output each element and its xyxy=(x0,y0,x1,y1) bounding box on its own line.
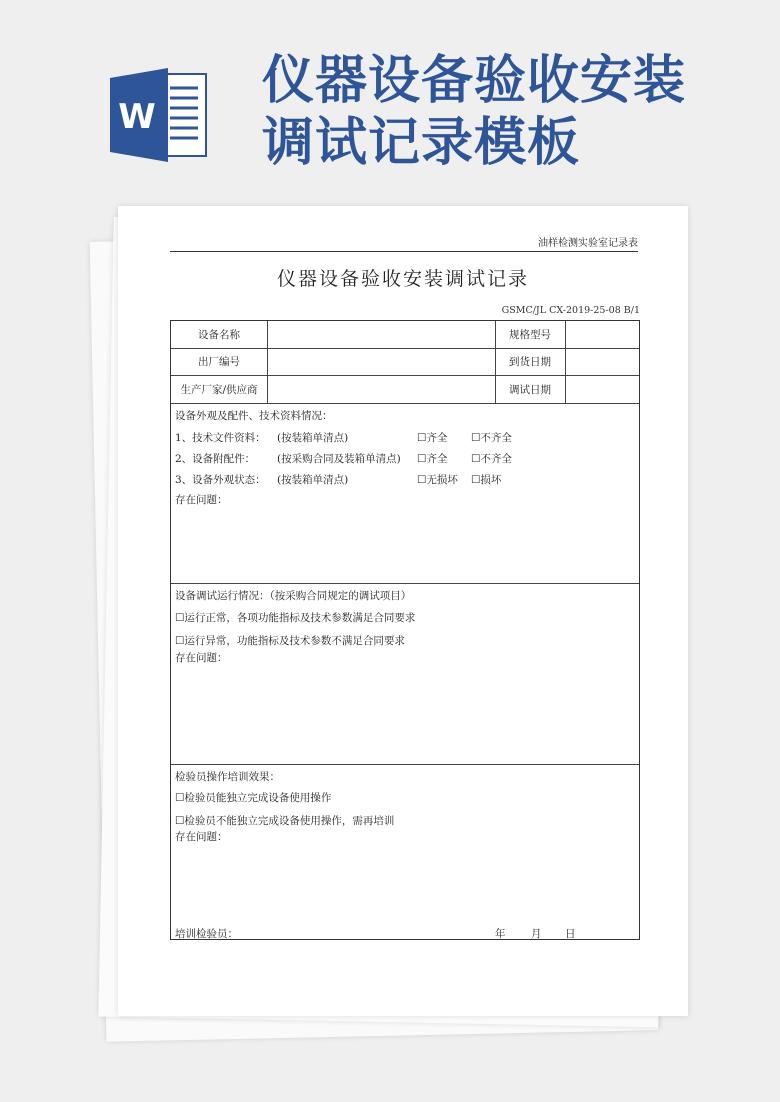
label-device-name: 设备名称 xyxy=(198,329,240,341)
label-serial-number: 出厂编号 xyxy=(198,356,240,368)
record-form xyxy=(170,320,640,940)
document-page xyxy=(118,206,688,1016)
checkbox-option[interactable]: ☐不齐全 xyxy=(471,432,512,444)
training-heading: 检验员操作培训效果： xyxy=(175,771,280,783)
section-divider xyxy=(171,583,639,584)
appearance-item-note: (按采购合同及装箱单清点) xyxy=(277,453,401,465)
appearance-issues-label: 存在问题： xyxy=(175,494,228,506)
checkbox-option[interactable]: ☐不齐全 xyxy=(471,453,512,465)
operation-heading: 设备调试运行情况：（按采购合同规定的调试项目） xyxy=(175,590,412,602)
label-debug-date: 调试日期 xyxy=(509,384,551,396)
trainer-signature-label: 培训检验员： xyxy=(175,928,238,940)
word-document-icon xyxy=(110,68,208,162)
date-year-label: 年 xyxy=(495,928,506,940)
training-retrain-checkbox[interactable]: ☐检验员不能独立完成设备使用操作，需再培训 xyxy=(175,815,395,827)
label-arrival-date: 到货日期 xyxy=(509,356,551,368)
banner-title xyxy=(262,50,686,174)
appearance-item-label: 2、设备附配件： xyxy=(175,453,256,465)
operation-normal-checkbox[interactable]: ☐运行正常，各项功能指标及技术参数满足合同要求 xyxy=(175,612,416,624)
checkbox-option[interactable]: ☐损坏 xyxy=(471,474,502,486)
section-divider xyxy=(171,764,639,765)
appearance-item-note: (按装箱单清点) xyxy=(277,432,349,444)
operation-abnormal-checkbox[interactable]: ☐运行异常，功能指标及技术参数不满足合同要求 xyxy=(175,635,405,647)
document-code: GSMC/JL CX-2019-25-08 B/1 xyxy=(501,305,640,316)
checkbox-option[interactable]: ☐齐全 xyxy=(417,432,448,444)
date-month-label: 月 xyxy=(531,928,542,940)
grid-line xyxy=(171,403,639,404)
word-icon-letter: W xyxy=(118,97,156,137)
operation-issues-label: 存在问题： xyxy=(175,652,228,664)
checkbox-option[interactable]: ☐齐全 xyxy=(417,453,448,465)
training-issues-label: 存在问题： xyxy=(175,831,228,843)
appearance-item-note: (按装箱单清点) xyxy=(277,474,349,486)
banner-title-line2: 调试记录模板 xyxy=(262,113,581,173)
appearance-item-label: 3、设备外观状态： xyxy=(175,474,266,486)
appearance-item-label: 1、技术文件资料： xyxy=(175,432,266,444)
grid-line xyxy=(565,321,566,403)
lab-header: 油样检测实验室记录表 xyxy=(170,238,638,252)
label-manufacturer: 生产厂家/供应商 xyxy=(180,384,258,396)
appearance-heading: 设备外观及配件、技术资料情况： xyxy=(175,410,333,422)
training-independent-checkbox[interactable]: ☐检验员能独立完成设备使用操作 xyxy=(175,792,332,804)
checkbox-option[interactable]: ☐无损坏 xyxy=(417,474,458,486)
label-model: 规格型号 xyxy=(509,329,551,341)
grid-line xyxy=(267,321,268,403)
date-day-label: 日 xyxy=(565,928,576,940)
document-title: 仪器设备验收安装调试记录 xyxy=(276,268,529,290)
banner-title-line1: 仪器设备验收安装 xyxy=(262,51,687,111)
